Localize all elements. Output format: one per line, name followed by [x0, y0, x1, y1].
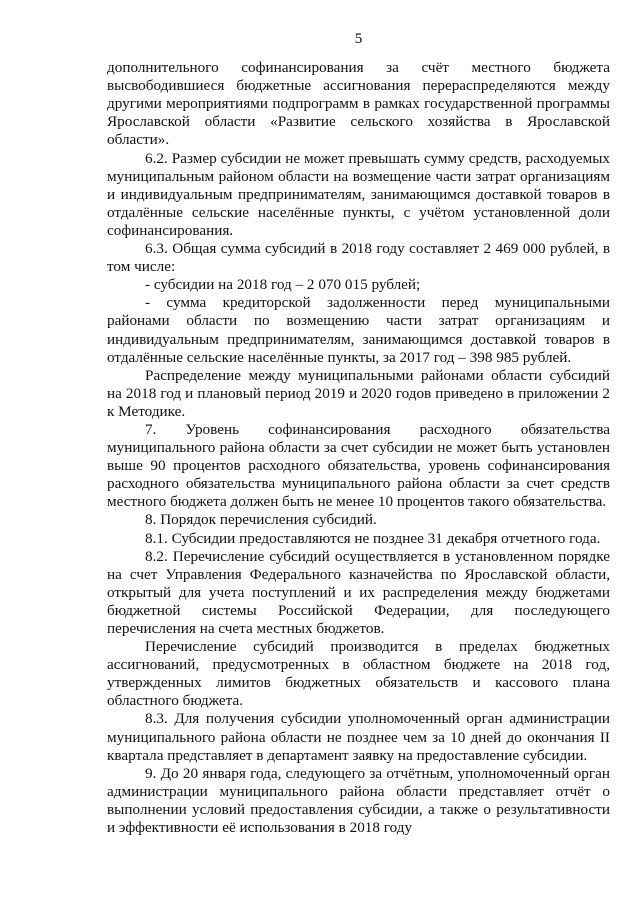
paragraph-6-3: 6.3. Общая сумма субсидий в 2018 году составляет 2 469 000 рублей, в том числе: [107, 240, 610, 276]
list-item-subsidy-2018: - субсидии на 2018 год – 2 070 015 рублей; [145, 276, 421, 294]
paragraph-budget-reallocation: дополнительного софинансирования за счёт местного бюджета высвободившиеся бюджетные ассигнования перераспределяются между другими мероприятиями подпрограмм в рамках государственной программы Ярославской области «Развитие сельского хозяйства в Ярославской области». [107, 59, 610, 149]
paragraph-distribution: Распределение между муниципальными районами области субсидий на 2018 год и плановый период 2019 и 2020 годов приведено в приложении 2 к Методике. [107, 366, 610, 420]
paragraph-8-1: 8.1. Субсидии предоставляются не позднее 31 декабря отчетного года. [145, 529, 601, 547]
paragraph-8-heading: 8. Порядок перечисления субсидий. [145, 511, 377, 529]
paragraph-7: 7. Уровень софинансирования расходного обязательства муниципального района области за счет субсидии не может быть установлен выше 90 процентов расходного обязательства, уровень софинансирования расходного обязательства муниципального района области за счет средств местного бюджета должен быть не менее 10 процентов такого обязательства. [107, 420, 610, 511]
paragraph-6-2: 6.2. Размер субсидии не может превышать сумму средств, расходуемых муниципальным районом области на возмещение части затрат организациям и индивидуальным предпринимателям, занимающимся доставкой товаров в отдалённые сельские населённые пункты, с учётом установленной доли софинансирования. [107, 149, 610, 239]
paragraph-9: 9. До 20 января года, следующего за отчётным, уполномоченный орган администрации муниципального района области представляет отчёт о выполнении условий предоставления субсидии, а также о результативности и эффективности её использования в 2018 году [107, 764, 610, 837]
paragraph-transfer-limits: Перечисление субсидий производится в пределах бюджетных ассигнований, предусмотренных в областном бюджете на 2018 год, утвержденных лимитов бюджетных обязательств и кассового плана областного бюджета. [107, 638, 610, 710]
page-number: 5 [354, 30, 363, 47]
paragraph-8-3: 8.3. Для получения субсидии уполномоченный орган администрации муниципального района области не позднее чем за 10 дней до окончания II квартала представляет в департамент заявку на предоставление субсидии. [107, 710, 610, 764]
document-page [107, 30, 610, 837]
paragraph-8-2: 8.2. Перечисление субсидий осуществляется в установленном порядке на счет Управления Федерального казначейства по Ярославской области, открытый для учета поступлений и их распределения между бюджетами бюджетной системы Российской Федерации, для последующего перечисления на счета местных бюджетов. [107, 547, 610, 637]
list-item-creditor-debt: - сумма кредиторской задолженности перед муниципальными районами области по возмещению части затрат организациям и индивидуальным предпринимателям, занимающимся доставкой товаров в отдалённые сельские населённые пункты, за 2017 год – 398 985 рублей. [107, 294, 610, 366]
